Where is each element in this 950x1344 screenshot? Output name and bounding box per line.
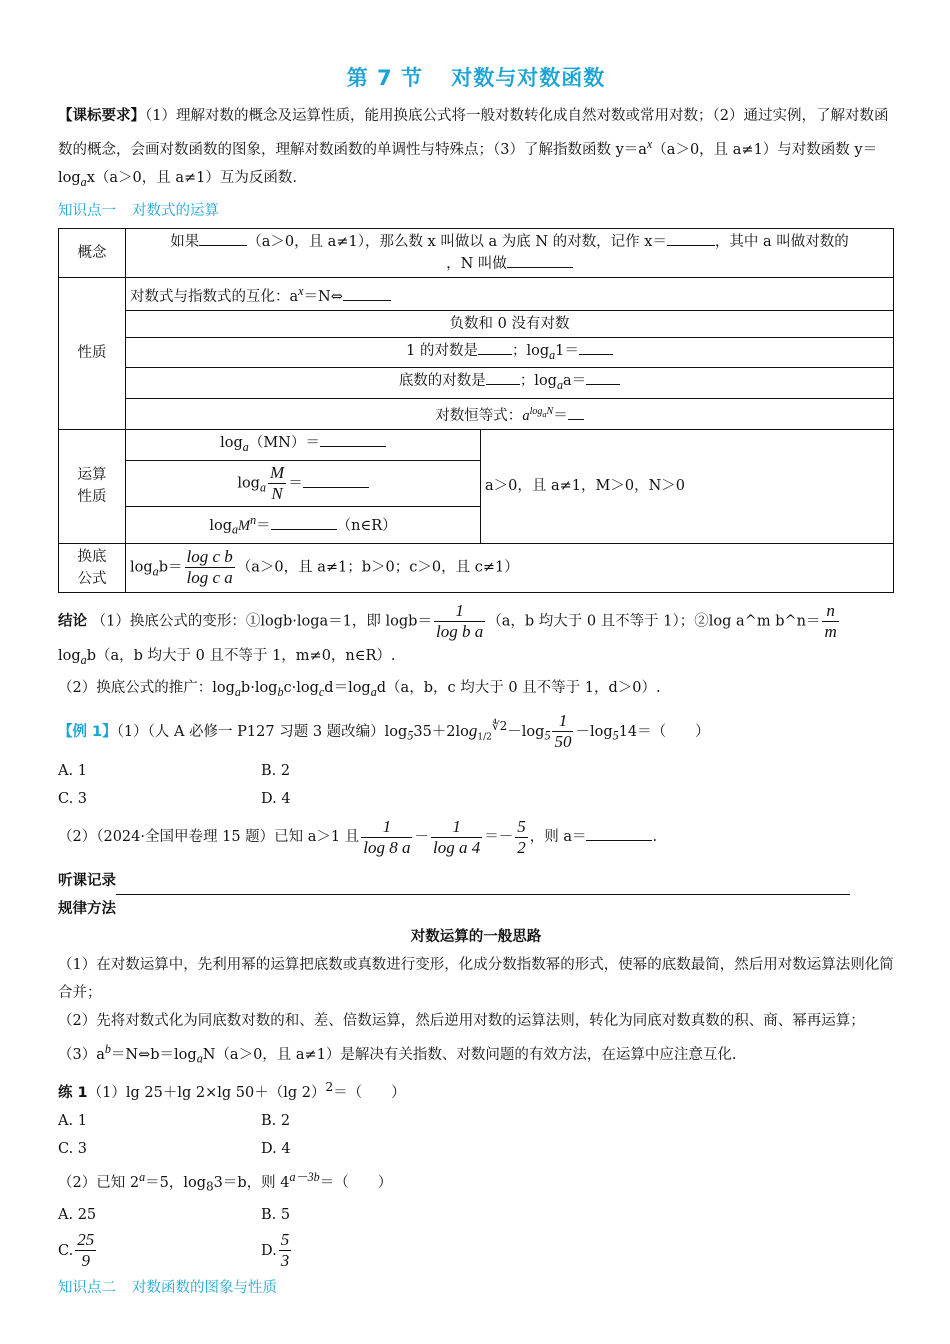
kp1-title: 对数式的运算 <box>132 202 219 219</box>
method-p3b: ＝N⇔b＝log <box>110 1047 197 1064</box>
op3-sub: a <box>231 522 239 537</box>
change-base-formula <box>126 543 894 592</box>
ex1-q1-den: 50 <box>554 731 572 751</box>
op3-text-a: log <box>209 517 232 534</box>
conclusion-l2b: b（a，b 均大于 0 且不等于 1，m≠0，n∈R）. <box>86 647 396 664</box>
prop3-blank-2 <box>579 340 613 355</box>
conclusion-l3-sub4: a <box>370 684 377 699</box>
op3-blank <box>271 515 337 530</box>
cb-text-a: log <box>130 559 153 576</box>
pr1-option-b: B. 2 <box>261 1112 291 1129</box>
op2-text-a: log <box>237 475 260 492</box>
prop4-text-b: ；log <box>519 373 557 390</box>
conclusion-num-1: 1 <box>434 601 485 622</box>
prop5-base: a <box>522 408 530 425</box>
prop3-text-b: ；log <box>511 342 550 359</box>
ex1-option-a: A. 1 <box>58 763 87 780</box>
conclusion-l3c: c·log <box>283 679 319 696</box>
concept-cell <box>126 228 894 277</box>
prop1-blank <box>343 286 391 301</box>
ex1-q1-num: 1 <box>552 711 573 732</box>
conclusion-fraction-2 <box>822 601 838 642</box>
ex1-q2-num3: 5 <box>517 816 526 836</box>
ex1-q1a: （1）（人 A 必修一 P127 习题 3 题改编）log <box>116 723 408 740</box>
concept-text-a: 如果 <box>170 233 200 250</box>
change-base-label <box>59 543 126 592</box>
property-label: 性质 <box>59 277 126 429</box>
kp2-title: 对数函数的图象与性质 <box>132 1279 277 1296</box>
pr1-q2-sub: 8 <box>205 1179 214 1194</box>
conclusion-fraction-1 <box>434 601 485 642</box>
operation-power <box>126 507 481 544</box>
conclusion-l1e: （a，b 均大于 0 且不等于 1）；② <box>487 613 709 630</box>
prop3-text-a: 1 的对数是 <box>406 342 478 359</box>
ex1-option-b: B. 2 <box>261 763 291 780</box>
method-paragraph-2: （2）先将对数式化为同底数对数的和、差、倍数运算，然后逆用对数的运算法则，转化为同底对数真数的积、商、幂再运算； <box>58 1013 865 1030</box>
change-base-row <box>59 543 894 592</box>
pr1-q1: （1）lg 25＋lg 2×lg 50＋（lg 2） <box>87 1084 326 1101</box>
property-conversion <box>126 277 894 310</box>
practice-1-options-row-2 <box>58 1135 894 1163</box>
property-log-of-base <box>126 368 894 399</box>
pr1-optc-den: 9 <box>81 1251 90 1271</box>
method-label: 规律方法 <box>58 901 116 918</box>
ex1-q1c: g <box>468 720 478 740</box>
pr1-q2a: （2）已知 2 <box>58 1174 140 1191</box>
section-name: 对数与对数函数 <box>451 66 606 90</box>
ex1-q2-blank <box>586 826 652 841</box>
ex1-q1g: 14＝（ ） <box>618 723 710 740</box>
ex1-option-d: D. 4 <box>261 791 291 808</box>
prop1-text: 对数式与指数式的互化：a <box>130 288 299 305</box>
ex1-q2-den2: log a 4 <box>432 837 481 857</box>
kp2-number: 知识点二 <box>58 1279 116 1296</box>
curriculum-sub: a <box>80 174 87 189</box>
prop5-text-c: ＝ <box>553 408 568 425</box>
pr1-q2-option-d-label: D. <box>261 1242 277 1259</box>
lecture-notes-line <box>116 876 850 895</box>
pr1-q2-option-c-label: C. <box>58 1242 74 1259</box>
ex1-q2-fraction-1 <box>361 817 412 858</box>
ex1-q2c: ＝－ <box>484 829 514 846</box>
op1-sub: a <box>242 440 249 455</box>
conclusion-num-2: n <box>822 601 838 622</box>
knowledge-point-1-heading <box>58 196 894 226</box>
property-log-of-one <box>126 337 894 368</box>
op3-text-c: ＝ <box>256 517 271 534</box>
practice-1-q2-options-row-2 <box>58 1229 894 1273</box>
ex1-q2b: － <box>414 829 429 846</box>
prop4-sub: a <box>556 378 564 393</box>
conclusion-label: 结论 <box>58 613 87 630</box>
curriculum-requirements <box>58 102 894 196</box>
pr1-q2-option-d-fraction <box>279 1230 292 1271</box>
conclusion-l3-sub3: c <box>318 684 325 699</box>
op1-blank <box>320 432 386 447</box>
pr1-q2-option-c-fraction <box>75 1230 96 1271</box>
log-operations-table <box>58 228 894 593</box>
conclusion-l1f: log a^m b^n＝ <box>708 613 821 630</box>
op-label-1: 运算 <box>77 467 107 484</box>
section-number: 第 7 节 <box>346 66 423 90</box>
cb-fraction <box>185 547 235 588</box>
operation-label <box>59 430 126 544</box>
conclusion-l3b: b·log <box>240 679 278 696</box>
method-p3a: （3）a <box>58 1047 105 1064</box>
ex1-q2d: ，则 a＝ <box>529 829 587 846</box>
pr1-q2-sup2: a－3b <box>289 1169 320 1184</box>
example-1-question-2 <box>58 813 894 861</box>
ex1-q1-sub3: 5 <box>544 728 551 743</box>
cb-text-b: b＝ <box>158 559 183 576</box>
document-page <box>58 58 894 1303</box>
cb-label-2: 公式 <box>77 570 107 587</box>
prop4-blank-1 <box>486 370 520 385</box>
ex1-q1b: 35＋2lo <box>413 723 469 740</box>
concept-text-b: （a＞0，且 a≠1），那么数 x 叫做以 a 为底 N 的对数，记作 x＝ <box>247 233 667 250</box>
pr1-q2c: 3＝b，则 4 <box>213 1174 290 1191</box>
ex1-q2-den1: log 8 a <box>363 837 411 857</box>
conclusion-l3-sub2: b <box>277 684 284 699</box>
prop4-text-a: 底数的对数是 <box>398 373 486 390</box>
prop5-blank <box>568 405 584 420</box>
prop3-text-c: 1＝ <box>555 342 579 359</box>
ex1-q1-sub4: 5 <box>612 728 619 743</box>
op-label-2: 性质 <box>77 489 107 506</box>
pr1-q1-sup: 2 <box>325 1079 334 1094</box>
ex1-option-c: C. 3 <box>58 791 88 808</box>
ex1-q2-fraction-3 <box>515 817 528 858</box>
property-negative: 负数和 0 没有对数 <box>126 310 894 337</box>
example-1-options-row-1 <box>58 757 894 785</box>
cb-sub: a <box>152 564 159 579</box>
pr1-optc-num: 25 <box>77 1230 95 1250</box>
kp1-number: 知识点一 <box>58 202 116 219</box>
operation-product <box>126 430 481 461</box>
property-row-1 <box>59 277 894 310</box>
method-paragraph-1: （1）在对数运算中，先利用幂的运算把底数或真数进行变形，化成分数指数幂的形式，使幂的底数最简，然后用对数运算法则化简合并； <box>58 957 894 1002</box>
concept-label: 概念 <box>59 228 126 277</box>
curriculum-text-3: x（a＞0，且 a≠1）互为反函数. <box>86 169 297 186</box>
ex1-q2e: . <box>652 829 658 846</box>
practice-1-options-row-1 <box>58 1107 894 1135</box>
method-title: 对数运算的一般思路 <box>410 929 542 946</box>
method-paragraph-3 <box>58 1035 894 1073</box>
ex1-q1f: －log <box>575 723 613 740</box>
concept-blank-1 <box>199 231 247 246</box>
concept-text-c: ，其中 a 叫做对数的 <box>714 233 849 250</box>
cb-label-1: 换底 <box>77 548 107 565</box>
concept-blank-2 <box>667 231 715 246</box>
page-title <box>58 62 894 92</box>
property-identity <box>126 399 894 430</box>
ex1-q1e: －log <box>507 723 545 740</box>
conclusion-den-1: log b a <box>435 621 484 641</box>
pr1-q2-option-c <box>58 1229 261 1273</box>
method-p3c: N（a＞0，且 a≠1）是解决有关指数、对数问题的有效方法，在运算中应注意互化. <box>202 1047 737 1064</box>
pr1-q2-sup1: a <box>139 1169 146 1184</box>
prop5-exp-b: N <box>546 406 554 418</box>
prop3-sub: a <box>549 347 556 362</box>
prop5-text-a: 对数恒等式： <box>435 408 523 425</box>
pr1-optd-num: 5 <box>280 1230 290 1250</box>
ex1-q1-sub2: 1/2 <box>477 732 492 743</box>
curriculum-text-1: （1）理解对数的概念及运算性质，能用换底公式将一般对数转化成自然对数或常用对数；（2）通过实例，了解对数函数的概念，会画对数函数的图象，理解对数函数的单调性与特殊点；（3）了解指数函数 y＝a <box>58 108 889 158</box>
pr1-q2-option-a: A. 25 <box>58 1206 97 1223</box>
example-1-label: 【例 1】 <box>58 723 117 740</box>
pr1-q2b: ＝5，log <box>145 1174 206 1191</box>
practice-1-question-2 <box>58 1163 894 1201</box>
op3-text-d: （n∈R） <box>336 517 397 534</box>
method-p3-sub: a <box>196 1051 203 1066</box>
concept-row <box>59 228 894 277</box>
conclusion-line-1 <box>58 601 894 642</box>
ex1-q2a: （2）（2024·全国甲卷理 15 题）已知 a＞1 且 <box>58 829 360 846</box>
conclusion-line-2 <box>58 642 894 674</box>
ex1-q2-fraction-2 <box>431 817 482 858</box>
ex1-q1-root: ∜2 <box>491 718 508 733</box>
property-row-2 <box>59 310 894 337</box>
pr1-option-a: A. 1 <box>58 1112 87 1129</box>
conclusion-l3: （2）换底公式的推广：log <box>58 679 235 696</box>
prop1-text-b: ＝N⇔ <box>303 288 343 305</box>
knowledge-point-2-heading <box>58 1273 894 1303</box>
concept-blank-3 <box>507 253 573 268</box>
conclusion-l1d: b＝ <box>408 613 432 630</box>
op2-fraction <box>268 463 286 504</box>
op2-blank <box>303 473 369 488</box>
conclusion-l2: log <box>58 647 81 664</box>
example-1-question-1 <box>58 706 894 758</box>
pr1-q2d: ＝（ ） <box>319 1174 393 1191</box>
cb-numerator: log c b <box>186 547 233 567</box>
method-p3-sup: b <box>104 1042 111 1057</box>
conclusion-l1a: （1）换底公式的变形：①log <box>91 613 283 630</box>
operation-conditions: a＞0，且 a≠1，M＞0，N＞0 <box>481 430 894 544</box>
lecture-notes <box>58 867 894 895</box>
ex1-q2-num1: 1 <box>361 817 412 838</box>
op2-sub: a <box>259 480 267 495</box>
property-row-5 <box>59 399 894 430</box>
conclusion-l3-sub1: a <box>234 684 241 699</box>
cb-denominator: log c a <box>186 568 233 588</box>
ex1-q1-sub1: 5 <box>407 728 414 743</box>
practice-1-label: 练 1 <box>58 1084 88 1101</box>
practice-1-question-1 <box>58 1073 894 1107</box>
curriculum-label: 【课标要求】 <box>58 108 145 124</box>
conclusion-l3e: d（a，b，c 均大于 0 且不等于 1，d＞0）. <box>376 679 661 696</box>
practice-1-q2-options-row-1 <box>58 1201 894 1229</box>
op3-text-b: M <box>238 517 251 534</box>
curriculum-sup: x <box>646 137 653 151</box>
ex1-q1-fraction <box>552 711 573 752</box>
conclusion-line-3 <box>58 674 894 706</box>
prop5-exp-sub: a <box>542 410 547 420</box>
prop4-text-c: a＝ <box>563 373 587 390</box>
op2-text-b: ＝ <box>288 475 303 492</box>
operation-row-1 <box>59 430 894 461</box>
conclusion-l1c: a＝1，即 log <box>319 613 409 630</box>
property-row-3 <box>59 337 894 368</box>
conclusion-l1b: b·log <box>282 613 320 630</box>
example-1-options-row-2 <box>58 785 894 813</box>
pr1-q2-option-d <box>261 1229 464 1273</box>
op1-text-b: （MN）＝ <box>248 435 320 452</box>
op1-text-a: log <box>220 435 243 452</box>
operation-quotient <box>126 461 481 507</box>
prop4-blank-2 <box>586 370 620 385</box>
pr1-q2-option-b: B. 5 <box>261 1206 291 1223</box>
conclusion-l3d: d＝log <box>324 679 371 696</box>
op2-numerator: M <box>270 463 285 483</box>
op2-denominator: N <box>271 484 283 504</box>
ex1-q2-den3: 2 <box>517 837 526 857</box>
pr1-option-d: D. 4 <box>261 1140 291 1157</box>
lecture-notes-label: 听课记录 <box>58 873 116 890</box>
ex1-q2-num2: 1 <box>431 817 482 838</box>
cb-conditions: （a＞0，且 a≠1；b＞0；c＞0，且 c≠1） <box>236 559 519 576</box>
op3-sup: n <box>250 513 257 528</box>
prop1-sup: x <box>298 283 304 298</box>
pr1-q1b: ＝（ ） <box>333 1084 406 1101</box>
curriculum-text-2: （a＞0，且 a≠1）与对数函数 y＝log <box>58 141 878 186</box>
concept-text-d: ，N 叫做 <box>446 255 507 272</box>
conclusion-l2-sub: a <box>80 652 87 667</box>
pr1-option-c: C. 3 <box>58 1140 88 1157</box>
conclusion-den-2: m <box>824 621 837 641</box>
prop5-exp: log <box>529 406 543 418</box>
prop3-blank-1 <box>478 340 512 355</box>
property-row-4 <box>59 368 894 399</box>
pr1-optd-den: 3 <box>280 1251 290 1271</box>
